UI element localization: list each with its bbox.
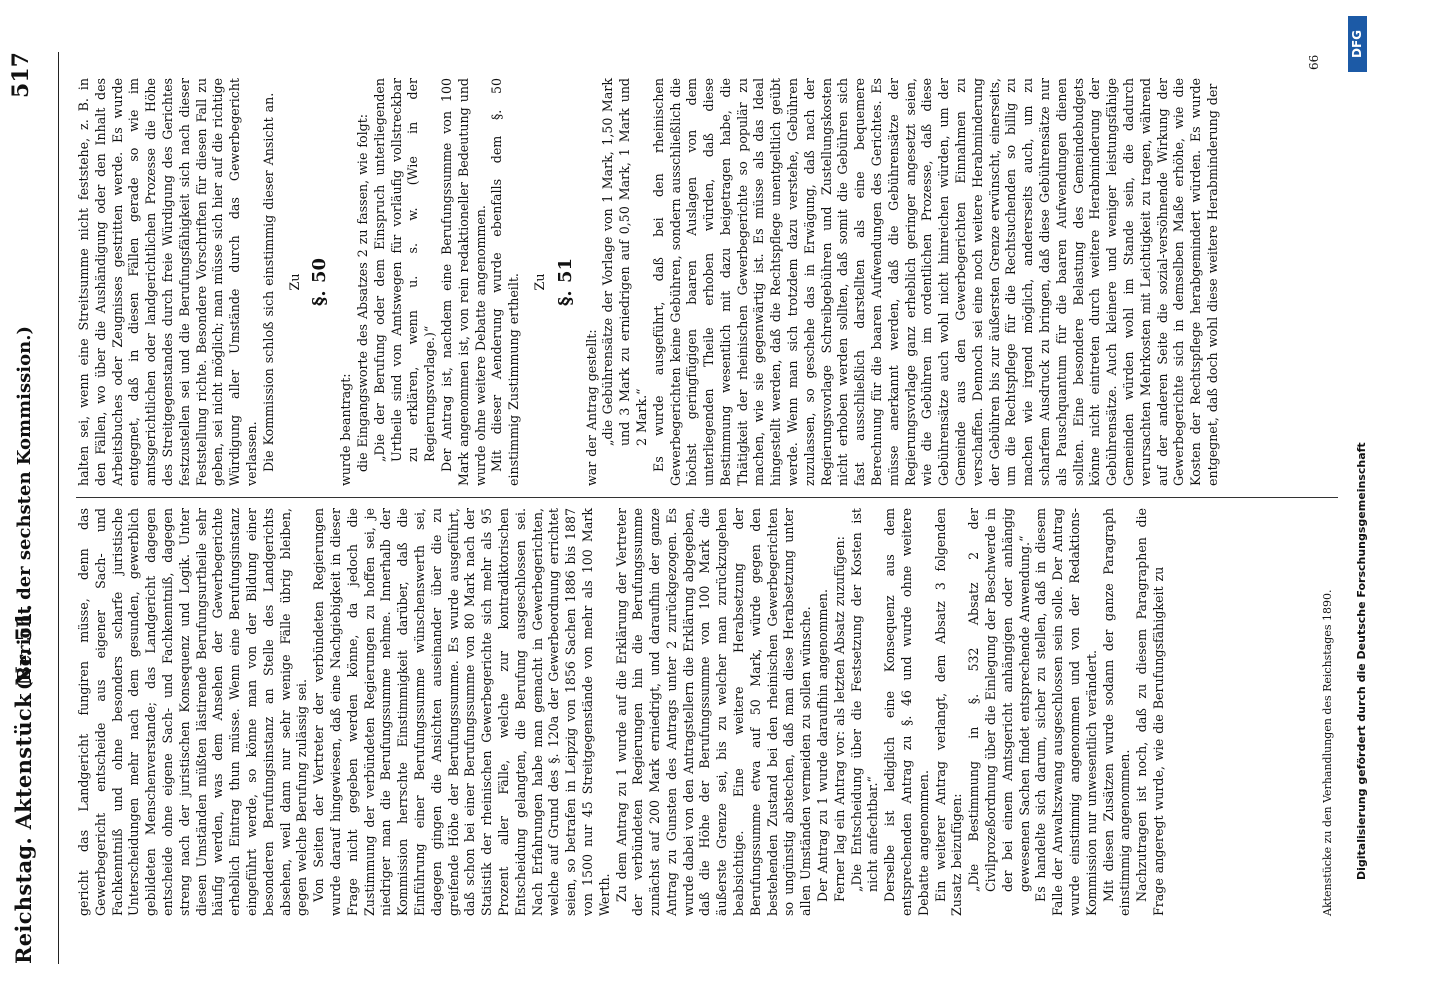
dfg-logo: DFG <box>1348 16 1367 72</box>
column-divider <box>76 497 1338 498</box>
sheet-number: 66 <box>1307 54 1321 70</box>
paragraph: Derselbe ist lediglich eine Konsequenz aus dem entsprechenden Antrag zu §. 46 und wurde ohne weitere Debatte angenommen. <box>882 508 931 916</box>
paragraph: Ferner lag ein Antrag vor: als letzten Absatz zuzufügen: <box>831 536 847 902</box>
header-left: Reichstag. Aktenstück Nr. 51. <box>11 603 36 964</box>
paragraph: die Eingangsworte des Absatzes 2 zu fassen, wie folgt: <box>354 113 370 472</box>
paragraph: wurde beantragt: <box>338 373 354 486</box>
paragraph: gericht das Landgericht fungiren müsse, denn das Gewerbegericht entscheide aus eigener Sach- und Fachkenntniß und ohne besonders scharfe juristische Unterscheidungen mehr nach dem gesunden, gewerblich gebildeten Menschenverstande; das Landgericht dagegen entscheide ohne eigene Sach- und Fachkenntniß, dagegen streng nach der juristischen Konsequenz und Logik. Unter diesen Umständen müßten lästirende Berufungsurtheile sehr häufig werden, was dem Ansehen der Gewerbegerichte erheblich Eintrag thun müsse. Wenn eine Berufungsinstanz eingeführt werde, so könne man von der Bildung einer besonderen Berufungsinstanz an Stelle des Landgerichts absehen, weil dann nur sehr wenige Fälle übrig bleiben, gegen welche Berufung zulässig sei. <box>76 508 310 916</box>
paragraph: Es handelte sich darum, sicher zu stellen, daß in diesem Falle der Anwaltszwang ausgeschlossen sein solle. Der Antrag wurde einstimmig angenommen und von der Redaktions-Kommission nur unwesentlich verändert. <box>1033 508 1099 916</box>
right-column <box>76 78 1366 486</box>
paragraph: Ein weiterer Antrag verlangt, dem Absatz 3 folgenden Zusatz beizufügen: <box>932 508 965 916</box>
paragraph: Der Antrag zu 1 wurde daraufhin angenommen. <box>815 588 831 902</box>
paragraph: Es wurde ausgeführt, daß bei den rheinischen Gewerbegerichten keine Gebühren, sondern ausschließlich die höchst geringfügigen baaren Auslagen von dem unterliegenden Theile erhoben würden, daß diese Bestimmung wesentlich mit dazu beigetragen habe, die Thätigkeit der rheinischen Gewerbegerichte so populär zu machen, wie sie gegenwärtig ist. Es müsse als das Ideal hingestellt werden, daß die Rechtspflege unentgeltlich geübt werde. Wenn man sich trotzdem dazu verstehe, Gebühren zuzulassen, so geschehe das in Erwägung, daß nach der Regierungsvorlage Schreibgebühren und Zustellungskosten nicht erhoben werden sollten, daß somit die Gebühren sich fast ausschließlich darstellten als eine bequemere Berechnung für die baaren Aufwendungen des Gerichtes. Es müsse anerkannt werden, daß die Gebührensätze der Regierungsvorlage ganz erheblich geringer angesetzt seien, wie die Gebühren im ordentlichen Prozesse, daß diese Gebührensätze auch wohl nicht hinreichen würden, um der Gemeinde aus den Gewerbegerichten Einnahmen zu verschaffen. Dennoch sei eine noch weitere Herabminderung der Gebühren bis zur äußersten Grenze erwünscht, einerseits, um die Rechtspflege für die Rechtsuchenden so billig zu machen wie irgend möglich, andererseits auch, um zu scharfem Ausdruck zu bringen, daß diese Gebührensätze nur als Pauschquantum für die baaren Aufwendungen dienen sollten. Eine besondere Belastung des Gemeindebudgets könne nicht eintreten durch weitere Herabminderung der Gebührensätze. Auch kleinere und weniger leistungsfähige Gemeinden würden wohl im Stande sein, die dadurch verursachten Mehrkosten mit Leichtigkeit zu tragen, während auf der anderen Seite die sozial-versöhnende Wirkung der Gewerbegerichte sich in demselben Maße erhöhe, wie die Kosten der Rechtspflege herabgemindert würden. Es wurde entgegnet, daß doch wohl diese weitere Herabminderung der <box>650 78 1220 486</box>
quoted-amendment: „Die der Berufung oder dem Einspruch unterliegenden Urtheile sind von Amtswegen für vorläufig vollstreckbar zu erklären, wenn u. s. w. (Wie in der Regierungsvorlage.)“ <box>371 78 438 462</box>
paragraph: Mit diesen Zusätzen wurde sodann der ganze Paragraph einstimmig angenommen. <box>1100 508 1133 916</box>
digitization-credit: Digitalisierung gefördert durch die Deutsche Forschungsgemeinschaft <box>1355 442 1368 880</box>
section-intro: Zu <box>286 273 302 291</box>
paragraph: Von Seiten der Vertreter der verbündeten Regierungen wurde darauf hingewiesen, daß eine Nachgiebigkeit in dieser Frage nicht gegeben werden könne, da jedoch die Zustimmung der verbündeten Regierungen zu hoffen sei, je niedriger man die Berufungssumme nehme. Innerhalb der Kommission herrschte Einstimmigkeit darüber, daß die Einführung einer Berufungssumme wünschenswerth sei, dagegen gingen die Ansichten auseinander über die zu greifende Höhe der Berufungssumme. Es wurde ausgeführt, daß schon bei einer Berufungssumme von 80 Mark nach der Statistik der rheinischen Gewerbegerichte sich mehr als 95 Prozent aller Fälle, welche zur kontradiktorischen Entscheidung gelangten, die Berufung ausgeschlossen sei. Nach Erfahrungen habe man gemacht in Gewerbegerichten, welche auf Grund des §. 120a der Gewerbeordnung errichtet seien, so betrafen in Leipzig von 1856 Sachen 1886 bis 1887 von 1500 nur 45 Streitgegenstände von mehr als 100 Mark Werth. <box>311 508 612 916</box>
section-intro: Zu <box>531 273 547 291</box>
paragraph: Der Antrag ist, nachdem eine Berufungssumme von 100 Mark angenommen ist, von rein redaktioneller Bedeutung und wurde ohne weitere Debatte angenommen. <box>438 78 488 486</box>
page-number: 517 <box>8 52 34 98</box>
running-header <box>6 0 66 1000</box>
paragraph: halten sei, wenn eine Streitsumme nicht feststehe, z. B. in den Fällen, wo über die Aushändigung oder den Inhalt des Arbeitsbuches oder Zeugnisses gestritten werde. Es wurde entgegnet, daß in diesen Fällen gerade so wie im amtsgerichtlichen oder landgerichtlichen Prozesse die Höhe des Streitgegenstandes durch freie Würdigung des Gerichtes festzustellen sei und die Berufungsfähigkeit sich nach dieser Feststellung richte. Besondere Vorschriften für diesen Fall zu geben, sei nicht möglich; man müsse sich hier auf die richtige Würdigung aller Umstände durch das Gewerbegericht verlassen. <box>76 78 259 486</box>
paragraph: Die Kommission schloß sich einstimmig dieser Ansicht an. <box>260 92 276 472</box>
footnote: Aktenstücke zu den Verhandlungen des Reichstages 1890. <box>1321 589 1334 916</box>
quoted-amendment: „Die Entscheidung über die Festsetzung der Kosten ist nicht anfechtbar.“ <box>848 508 881 892</box>
paragraph: Mit dieser Aenderung wurde ebenfalls dem §. 50 einstimmig Zustimmung ertheilt. <box>489 78 522 486</box>
quoted-amendment: „die Gebührensätze der Vorlage von 1 Mark, 1,50 Mark und 3 Mark zu erniedrigen auf 0,50 Mark, 1 Mark und 2 Mark.“ <box>600 78 649 446</box>
header-rule <box>58 52 59 964</box>
section-heading: §. 51 <box>554 258 576 306</box>
left-column <box>76 508 1366 916</box>
section-heading: §. 50 <box>309 258 331 306</box>
paragraph: war der Antrag gestellt: <box>583 329 599 486</box>
header-title: (Bericht der sechsten Kommission.) <box>14 326 35 690</box>
paragraph: Zu dem Antrag zu 1 wurde auf die Erklärung der Vertreter der verbündeten Regierungen hin die Berufungssumme zunächst auf 200 Mark erniedrigt, und daraufhin der ganze Antrag zu Gunsten des Antrags unter 2 zurückgezogen. Es wurde dabei von den Antragstellern die Erklärung abgegeben, daß die Höhe der Berufungssumme von 100 Mark die äußerste Grenze sei, bis zu welcher man zurückzugehen beabsichtige. Eine weitere Herabsetzung der Berufungssumme etwa auf 50 Mark, würde gegen den bestehenden Zustand bei den rheinischen Gewerbegerichten so ungünstig abstechen, daß man diese Herabsetzung unter allen Umständen vermeiden zu sollen wünsche. <box>613 508 814 916</box>
paragraph: Nachzutragen ist noch, daß zu diesem Paragraphen die Frage angeregt wurde, wie die Berufungsfähigkeit zu <box>1134 508 1166 916</box>
quoted-amendment: „Die Bestimmung in §. 532 Absatz 2 der Civilprozeßordnung über die Einlegung der Beschwerde in der bei einem Amtsgericht anhängigen oder anhängig gewesenen Sachen findet entsprechende Anwendung.“ <box>966 508 1032 892</box>
